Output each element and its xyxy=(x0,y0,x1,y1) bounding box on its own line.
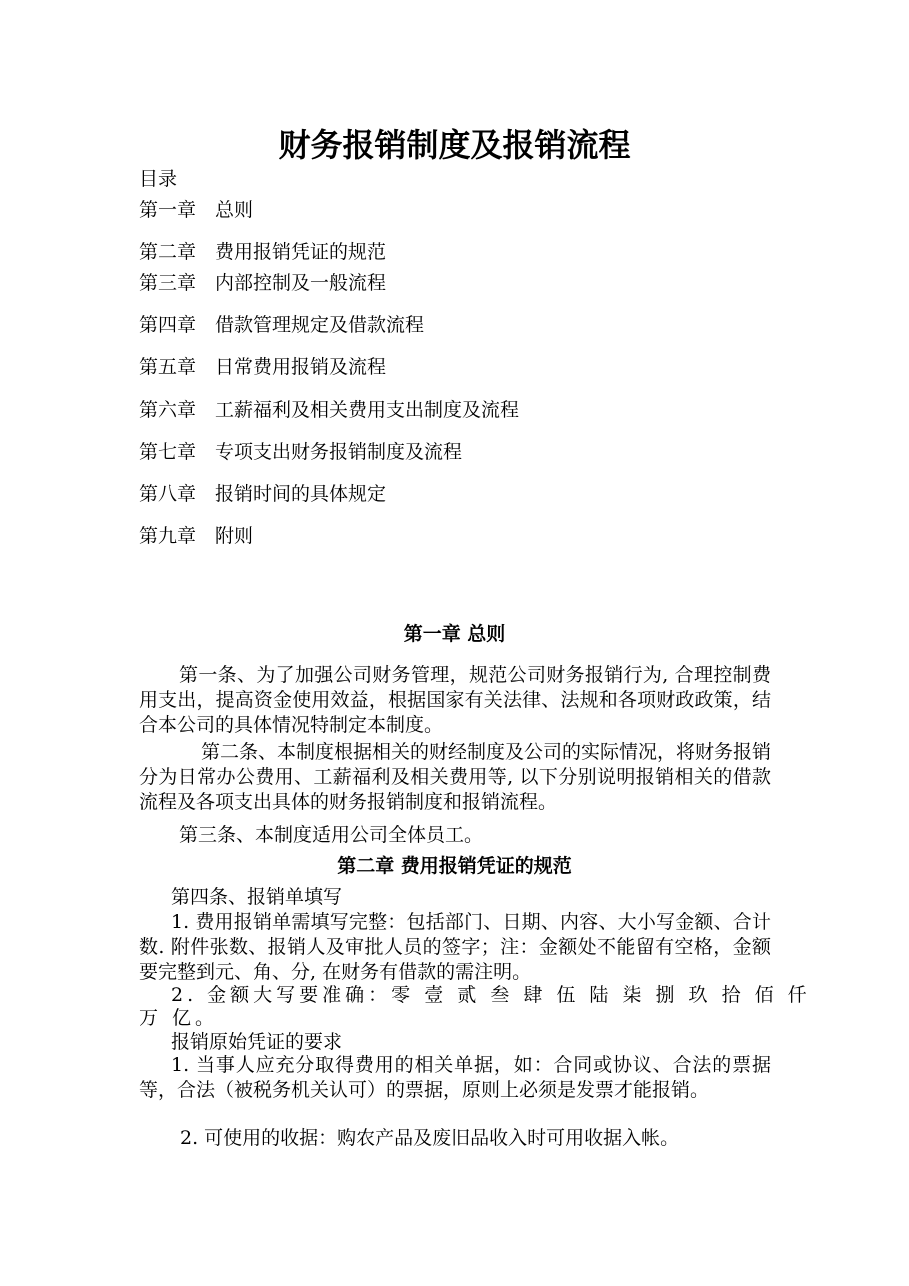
toc-item-title: 借款管理规定及借款流程 xyxy=(215,314,425,336)
article-1: 第一条、为了加强公司财务管理，规范公司财务报销行为, 合理控制费用支出，提高资金使用效益，根据国家有关法律、法规和各项财政政策，结合本公司的具体情况特制定本制度。 xyxy=(139,664,771,736)
toc-label: 目录 xyxy=(139,168,178,190)
article-2: 第二条、本制度根据相关的财经制度及公司的实际情况，将财务报销分为日常办公费用、工薪福利及相关费用等, 以下分别说明报销相关的借款流程及各项支出具体的财务报销制度和报销流程。 xyxy=(139,741,772,813)
toc-item-number: 第二章 xyxy=(139,241,197,263)
toc-item-number: 第一章 xyxy=(139,199,197,221)
article-3: 第三条、本制度适用公司全体员工。 xyxy=(179,824,484,846)
toc-item-title: 附则 xyxy=(215,525,254,547)
toc-item-2 xyxy=(139,239,386,265)
toc-item-9 xyxy=(139,523,253,549)
toc-item-title: 总则 xyxy=(215,199,254,221)
toc-item-title: 内部控制及一般流程 xyxy=(215,272,387,294)
toc-item-3 xyxy=(139,270,386,296)
toc-item-number: 第三章 xyxy=(139,272,197,294)
toc-item-8 xyxy=(139,481,386,507)
toc-item-4 xyxy=(139,312,424,338)
article-4-item-2: 2. 金额大写要准确：零 壹 贰 叁 肆 伍 陆 柒 捌 玖 拾 佰 仟 xyxy=(171,984,811,1006)
toc-item-title: 工薪福利及相关费用支出制度及流程 xyxy=(215,399,520,421)
toc-item-title: 日常费用报销及流程 xyxy=(215,356,387,378)
toc-item-number: 第六章 xyxy=(139,399,197,421)
toc-item-title: 报销时间的具体规定 xyxy=(215,483,387,505)
toc-item-number: 第五章 xyxy=(139,356,197,378)
voucher-requirement-1: 1. 当事人应充分取得费用的相关单据，如：合同或协议、合法的票据等，合法（被税务机关认可）的票据，原则上必须是发票才能报销。 xyxy=(139,1054,771,1101)
toc-item-number: 第七章 xyxy=(139,441,197,463)
article-4-item-1: 1. 费用报销单需填写完整：包括部门、日期、内容、大小写金额、合计数. 附件张数、报销人及审批人员的签字；注：金额处不能留有空格，金额要完整到元、角、分, 在财务有借款的需注明。 xyxy=(139,911,771,983)
article-4: 第四条、报销单填写 xyxy=(171,886,343,908)
toc-item-number: 第八章 xyxy=(139,483,197,505)
toc-item-7 xyxy=(139,439,462,465)
toc-item-1 xyxy=(139,197,253,223)
toc-item-6 xyxy=(139,397,519,423)
chapter-2-heading: 第二章 费用报销凭证的规范 xyxy=(337,855,572,877)
toc-item-5 xyxy=(139,354,386,380)
voucher-requirements-heading: 报销原始凭证的要求 xyxy=(171,1031,343,1053)
toc-item-number: 第九章 xyxy=(139,525,197,547)
toc-item-title: 费用报销凭证的规范 xyxy=(215,241,387,263)
toc-item-number: 第四章 xyxy=(139,314,197,336)
voucher-requirement-2: 2. 可使用的收据：购农产品及废旧品收入时可用收据入帐。 xyxy=(180,1127,680,1149)
toc-item-title: 专项支出财务报销制度及流程 xyxy=(215,441,463,463)
document-title: 财务报销制度及报销流程 xyxy=(278,126,631,164)
article-4-item-2-continued: 万 亿。 xyxy=(139,1007,219,1029)
chapter-1-heading: 第一章 总则 xyxy=(403,623,506,645)
